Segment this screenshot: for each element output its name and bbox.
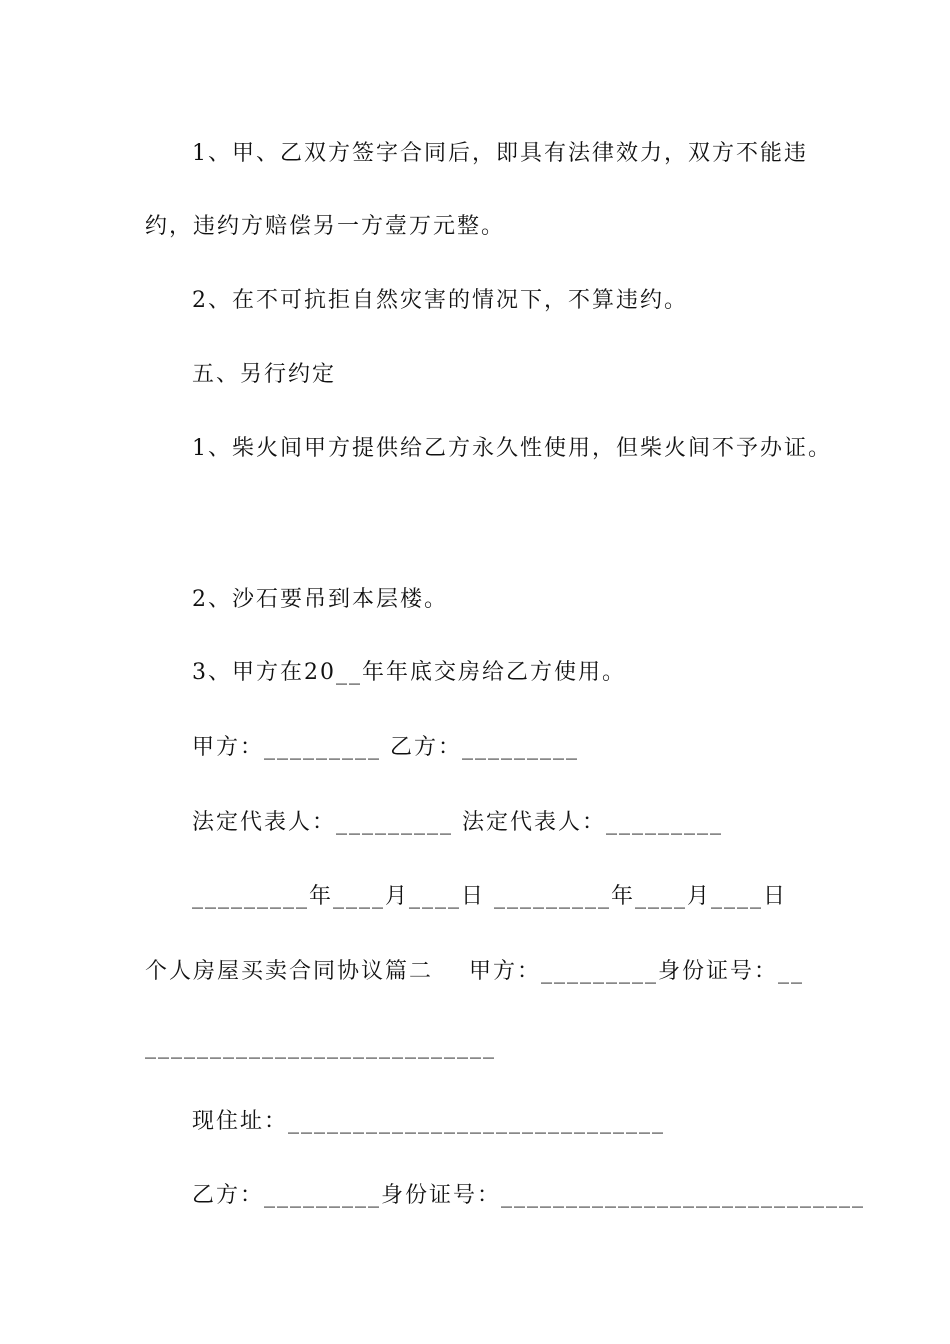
section-heading-5: 五、另行约定 bbox=[192, 362, 337, 387]
clause-2: 2、在不可抗拒自然灾害的情况下，不算违约。 bbox=[192, 288, 688, 313]
id-number-continuation: ___________________________ bbox=[145, 1034, 496, 1059]
section-5-clause-1: 1、柴火间甲方提供给乙方永久性使用，但柴火间不予办证。 bbox=[192, 436, 832, 461]
party-b-id-line: 乙方：_________身份证号：____________________________ bbox=[192, 1183, 866, 1208]
current-address-line: 现住址：_____________________________ bbox=[192, 1109, 666, 1134]
clause-1-line-1: 1、甲、乙双方签字合同后，即具有法律效力，双方不能违 bbox=[192, 141, 808, 166]
second-contract-heading-line: 个人房屋买卖合同协议篇二 甲方：_________身份证号：__ bbox=[145, 959, 804, 984]
representative-signature-line: 法定代表人：_________ 法定代表人：_________ bbox=[192, 810, 723, 835]
date-line: _________年____月____日 _________年____月____日 bbox=[192, 884, 787, 909]
party-signature-line: 甲方：_________ 乙方：_________ bbox=[192, 735, 579, 760]
clause-1-line-2: 约，违约方赔偿另一方壹万元整。 bbox=[145, 214, 506, 239]
section-5-clause-2: 2、沙石要吊到本层楼。 bbox=[192, 587, 448, 612]
section-5-clause-3: 3、甲方在20__年年底交房给乙方使用。 bbox=[192, 660, 626, 685]
